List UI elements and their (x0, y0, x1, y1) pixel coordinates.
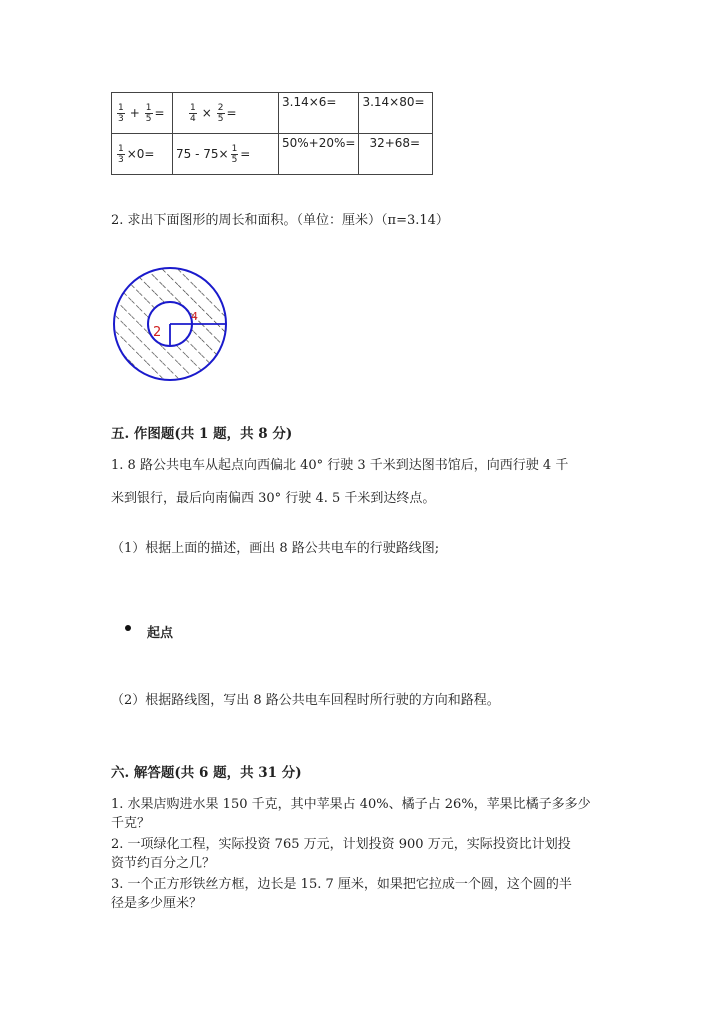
fraction: $\frac{1}{3}$ (118, 143, 124, 165)
table-cell: 75 - 75× $\frac{1}{5}$ = (173, 134, 279, 175)
fraction: $\frac{1}{5}$ (231, 143, 238, 165)
section-5-problem-line-2: 米到银行，最后向南偏西 30° 行驶 4. 5 千米到达终点。 (111, 491, 436, 506)
outer-radius-label: 4 (191, 310, 198, 323)
inner-radius-label: 2 (153, 325, 162, 340)
start-point-dot (125, 625, 131, 631)
table-cell: 50%+20%= (279, 134, 359, 175)
section-5-title: 五. 作图题(共 1 题，共 8 分) (111, 426, 293, 442)
table-cell: $\frac{1}{3}$ + $\frac{1}{5}$ = (112, 93, 173, 134)
fraction: $\frac{1}{5}$ (145, 102, 152, 124)
fraction: $\frac{1}{3}$ (118, 102, 124, 124)
fraction: $\frac{1}{4}$ (190, 102, 196, 124)
table-cell: $\frac{1}{4}$ × $\frac{2}{5}$ = (173, 93, 279, 134)
question-2: 2. 求出下面图形的周长和面积。（单位：厘米）（π=3.14） (111, 213, 449, 228)
question-2-line-1: 2. 一项绿化工程，实际投资 765 万元，计划投资 900 万元，实际投资比计划投 (111, 837, 571, 852)
annulus-figure (108, 262, 233, 387)
table-cell: 3.14×6= (279, 93, 359, 134)
table-row (112, 134, 433, 175)
table-cell: 3.14×80= (359, 93, 433, 134)
start-point-label: 起点 (147, 626, 174, 641)
table-cell: 32+68= (359, 134, 433, 175)
calculation-table (111, 92, 433, 175)
question-3-line-2: 径是多少厘米？ (111, 896, 203, 911)
section-5-subquestion-1: （1）根据上面的描述，画出 8 路公共电车的行驶路线图; (111, 541, 440, 556)
question-3-line-1: 3. 一个正方形铁丝方框，边长是 15. 7 厘米，如果把它拉成一个圆，这个圆的半 (111, 877, 572, 892)
question-1-line-1: 1. 水果店购进水果 150 千克，其中苹果占 40%、橘子占 26%，苹果比橘子多多少 (111, 797, 591, 812)
fraction: $\frac{2}{5}$ (217, 102, 224, 124)
question-2-line-2: 资节约百分之几？ (111, 856, 216, 871)
table-row (112, 93, 433, 134)
section-5-subquestion-2: （2）根据路线图，写出 8 路公共电车回程时所行驶的方向和路程。 (111, 693, 500, 708)
table-cell: $\frac{1}{3}$ ×0= (112, 134, 173, 175)
question-1-line-2: 千克？ (111, 816, 151, 831)
section-5-problem-line-1: 1. 8 路公共电车从起点向西偏北 40° 行驶 3 千米到达图书馆后，向西行驶 4 千 (111, 458, 569, 473)
section-6-title: 六. 解答题(共 6 题，共 31 分) (111, 765, 302, 781)
